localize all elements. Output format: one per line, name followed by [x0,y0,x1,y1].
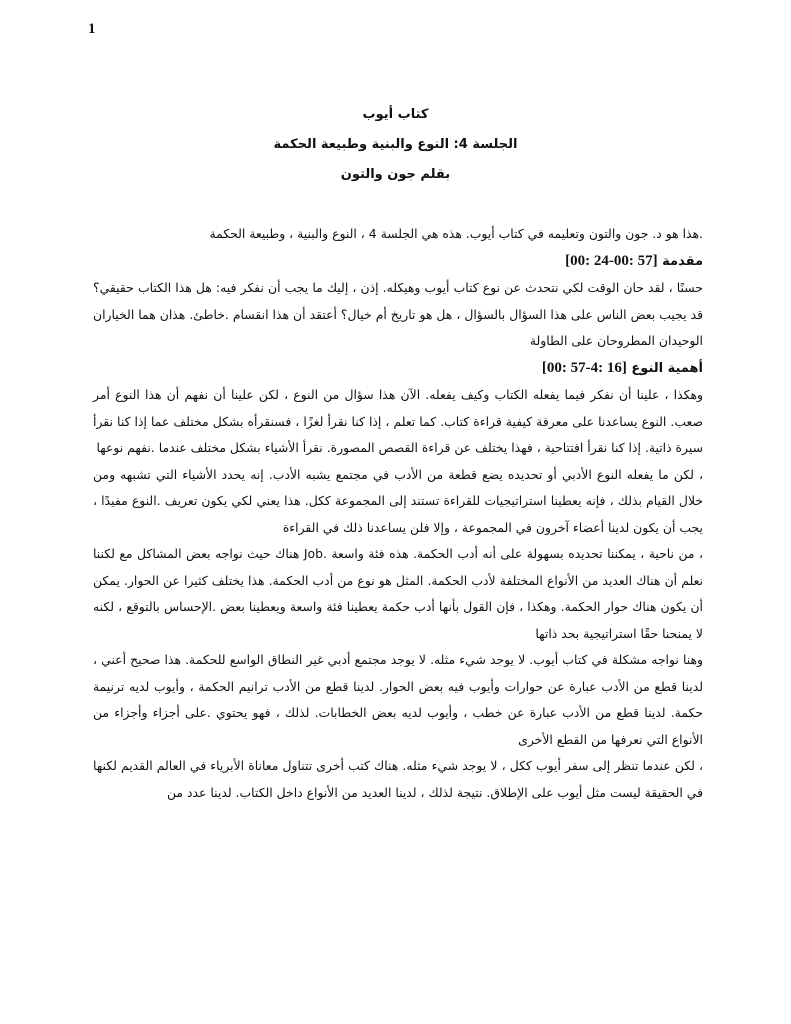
session-title: الجلسة 4: النوع والبنية وطبيعة الحكمة [273,137,518,152]
section-timestamp: [00: 24-00: 57] [565,252,658,269]
paragraph: ، من ناحية ، يمكننا تحديده بسهولة على أنه أدب الحكمة. هذه فئة واسعة .Job هناك حيث نواجه بعض المشاكل مع لكننا نعلم أن هناك العديد من الأنواع المختلفة لأدب الحكمة. المثل هو نوع من أدب الحكمة. هذا يختلف كثيرا عن الحوار. يمكن أن يكون هناك حوار الحكمة. وهكذا ، فإن القول بأنها أدب حكمة يعطينا فئة واسعة ويعطينا بعض .الإحساس بالتوقع ، لكنه لا يمنحنا حقًا استراتيجية بحد ذاتها [93,546,703,641]
author-line: بقلم جون والتون [340,167,451,182]
paragraph: ، لكن عندما تنظر إلى سفر أيوب ككل ، لا يوجد شيء مثله. هناك كتب أخرى تتناول معاناة الأبرياء في العالم القديم لكنها في الحقيقة ليست مثل أيوب على الإطلاق. نتيجة لذلك ، لدينا العديد من الأنواع داخل الكتاب. لدينا عدد من [93,758,703,800]
page-number: 1 [88,21,96,37]
paragraph: ، لكن ما يفعله النوع الأدبي أو تحديده يضع قطعة من الأدب في مجتمع يشبه الأدب. إنه يحدد الأشياء التي تشبهه ومن خلال القيام بذلك ، فإنه يعطينا استراتيجيات للقراءة تستند إلى المجموعة ككل. هذا يعني لكي يكون تعريف .النوع مفيدًا ، يجب أن يكون لدينا أعضاء آخرون في المجموعة ، وإلا فلن يساعدنا ذلك في القراءة [93,466,703,535]
paragraph: حسنًا ، لقد حان الوقت لكي نتحدث عن نوع كتاب أيوب وهيكله. إذن ، إليك ما يجب أن نفكر فيه: هل هذا الكتاب حقيقي؟ قد يجيب بعض الناس على هذا السؤال بالسؤال ، هل هو تاريخ أم خيال؟ أعتقد أن هذا انقسام .خاطئ. هذان هما الخياران الوحيدان المطروحان على الطاولة [93,280,703,348]
section-timestamp: [00: 57-4: 16] [541,359,627,376]
intro-paragraph: .هذا هو د. جون والتون وتعليمه في كتاب أيوب. هذه هي الجلسة 4 ، النوع والبنية ، وطبيعة الحكمة [209,226,703,241]
document-body [93,221,703,806]
section-heading-introduction [93,248,703,276]
book-title: كتاب أيوب [362,107,429,122]
paragraph: وهكذا ، علينا أن نفكر فيما يفعله الكتاب وكيف يفعله. الآن هذا سؤال من النوع ، لكن علينا أن نفهم أن هذا النوع أمر صعب. النوع يساعدنا على معرفة كيفية قراءة كتاب. كما تعلم ، إذا كنا نقرأ لغزًا ، فسنقرأه بشكل مختلف عما إذا كنا نقرأ سيرة ذاتية. إذا كنا نقرأ افتتاحية ، فهذا يختلف عن قراءة القصص المصورة. نقرأ الأشياء بشكل مختلف عندما .نفهم نوعها [93,387,703,455]
title-block [0,100,791,190]
section-heading-genre-importance [93,355,703,383]
section-heading-label: أهمية النوع [631,360,703,376]
section-heading-label: مقدمة [662,253,703,269]
paragraph: وهنا نواجه مشكلة في كتاب أيوب. لا يوجد شيء مثله. لا يوجد مجتمع أدبي غير النطاق الواسع للحكمة. هذا صحيح أعني ، لدينا قطع من الأدب عبارة عن حوارات وأيوب فيه بعض الحوار. لدينا قطع من الأدب ترانيم الحكمة ، وأيوب لديه ترنيمة حكمة. لدينا قطع من الأدب عبارة عن خطب ، وأيوب لديه بعض الخطابات. لذلك ، فهو يحتوي .على أجزاء وأجزاء من الأنواع التي نعرفها من القطع الأخرى [93,652,703,747]
